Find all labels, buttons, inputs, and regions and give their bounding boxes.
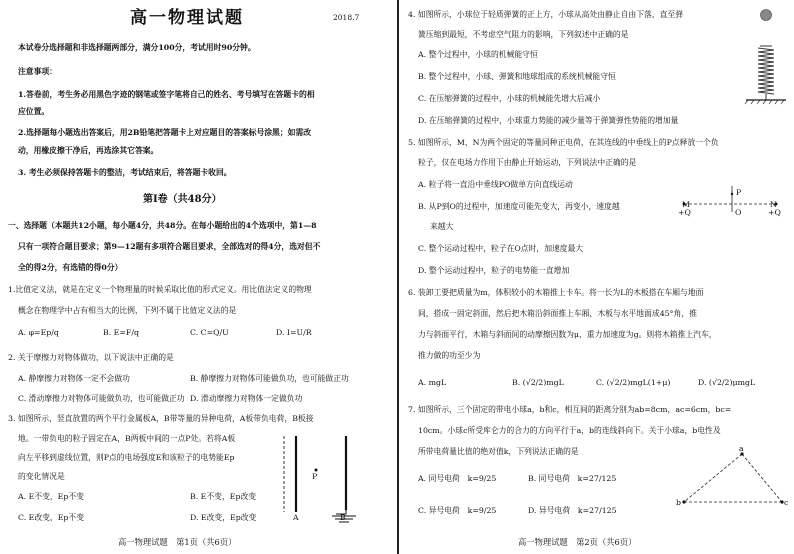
question-1-option-c: C. C=Q/U (190, 328, 229, 337)
exam-date: 2018.7 (333, 13, 360, 22)
figure-5-label-m: M (682, 200, 690, 209)
figure-3-label-b: B (340, 513, 346, 522)
question-7-line-3: 所带电荷量比值的绝对值k，下列说法正确的是 (418, 447, 579, 456)
question-3-line-4: 的变化情况是 (18, 472, 65, 481)
question-7-line-2: 10cm。小球c所受库仑力的合力的方向平行于a，b的连线斜向下。关于小球a，b电性及 (418, 426, 721, 435)
figure-5-label-q-left: +Q (678, 208, 691, 217)
notes-title: 注意事项： (18, 67, 57, 76)
note-2-line-1: 2.选择题每小题选出答案后，用2B铅笔把答题卡上对应题目的答案标号涂黑；如需改 (18, 128, 312, 137)
question-2-option-c: C. 滑动摩擦力对物体可能做负功，也可能做正功 (18, 394, 185, 403)
ball-spring-diagram (740, 8, 792, 108)
question-5-option-d: D. 整个运动过程中，粒子的电势能一直增加 (418, 266, 570, 275)
question-4-option-a: A. 整个过程中，小球的机械能守恒 (418, 50, 538, 59)
question-3-option-d: D. E改变，Ep改变 (190, 513, 257, 522)
figure-7-label-b: b (676, 498, 681, 507)
question-5-option-a: A. 粒子将一直沿中垂线PO做单方向直线运动 (418, 180, 573, 189)
triangle-charges-diagram (678, 448, 788, 508)
page-divider (397, 0, 399, 554)
page-2-footer: 高一物理试题 第2页（共6页） (518, 537, 637, 547)
question-2-option-a: A. 静摩擦力对物体一定不会做功 (18, 374, 130, 383)
question-5-option-b-line-1: B. 从P到O的过程中，加速度可能先变大，再变小，速度越 (418, 202, 620, 211)
question-5-line-1: 5. 如图所示，M、N为两个固定的等量同种正电荷，在其连线的中垂线上的P点释放一个负 (408, 138, 719, 147)
question-1-option-d: D. I=U/R (276, 328, 312, 337)
figure-5-label-n: N (770, 200, 777, 209)
question-6-line-1: 6. 装卸工要把质量为m，体积较小的木箱推上卡车。将一长为L的木板搭在车厢与地面 (408, 288, 704, 297)
question-3-line-2: 地。一带负电的粒子固定在A，B两板中间的一点P处。若将A板 (18, 434, 236, 443)
question-4-option-b: B. 整个过程中，小球、弹簧和地球组成的系统机械能守恒 (418, 72, 616, 81)
two-charges-diagram (680, 182, 780, 222)
note-1-line-1: 1.答卷前，考生务必用黑色字迹的钢笔或签字笔将自己的姓名、考号填写在答题卡的相 (18, 90, 315, 99)
question-3-line-1: 3. 如图所示，竖直放置的两个平行金属板A，B带等量的异种电荷，A板带负电荷，B板接 (8, 414, 314, 423)
figure-7-label-c: c (784, 498, 789, 507)
question-6-option-d: D. (√2/2)μmgL (698, 378, 756, 387)
question-5-option-b-line-2: 来越大 (430, 222, 454, 231)
question-1-line-1: 1.比值定义法，就是在定义一个物理量的时候采取比值的形式定义。用比值法定义的物理 (8, 285, 312, 294)
figure-3-label-a: A (293, 513, 299, 522)
question-5-option-c: C. 整个运动过程中，粒子在O点时，加速度最大 (418, 244, 584, 253)
figure-5-label-q-right: +Q (768, 208, 781, 217)
part1-instructions-line-3: 全的得2分，有选错的得0分） (18, 263, 123, 272)
question-3-option-a: A. E不变，Ep不变 (18, 492, 84, 501)
question-4-line-2: 簧压缩到最短，不考虑空气阻力的影响，下列叙述中正确的是 (418, 30, 629, 39)
figure-3-label-p: P (312, 472, 318, 481)
figure-7-label-a: a (739, 444, 744, 453)
question-6-line-4: 推力做的功至少为 (418, 351, 481, 360)
question-1-line-2: 概念在物理学中占有相当大的比例，下列不属于比值定义法的是 (18, 306, 237, 315)
capacitor-diagram (280, 432, 360, 524)
question-2-option-b: B. 静摩擦力对物体可能做负功，也可能做正功 (190, 374, 349, 383)
section-title: 第Ⅰ卷（共48分） (143, 194, 222, 205)
note-2-line-2: 动，用橡皮擦干净后，再选涂其它答案。 (18, 146, 159, 155)
question-3-option-c: C. E改变，Ep不变 (18, 513, 85, 522)
question-4-option-c: C. 在压缩弹簧的过程中，小球的机械能先增大后减小 (418, 94, 601, 103)
figure-5-label-p: P (736, 188, 742, 197)
question-6-option-a: A. mgL (418, 378, 447, 387)
question-6-option-c: C. (√2/2)mgL(1+μ) (596, 378, 671, 387)
question-1-option-a: A. φ=Ep/q (18, 328, 59, 337)
question-2: 2. 关于摩擦力对物体做功，以下说法中正确的是 (8, 353, 174, 362)
part1-instructions-line-2: 只有一项符合题目要求；第9—12题有多项符合题目要求，全部选对的得4分，选对但不 (18, 242, 321, 251)
part1-instructions-line-1: 一、选择题（本题共12小题，每小题4分，共48分。在每小题给出的4个选项中，第1—8 (8, 221, 317, 230)
question-1-option-b: B. E=F/q (103, 328, 139, 337)
figure-5-label-o: O (735, 208, 742, 217)
question-7-option-a: A. 同号电荷 k=9/25 (418, 474, 497, 483)
question-7-line-1: 7. 如图所示，三个固定的带电小球a，b和c，相互间的距离分别为ab=8cm，ac=6cm，bc= (408, 405, 732, 414)
question-3-option-b: B. E不变，Ep改变 (190, 492, 257, 501)
exam-title: 高一物理试题 (130, 8, 244, 28)
question-6-line-2: 间，搭成一固定斜面，然后把木箱沿斜面推上车厢，木板与水平地面成45°角，推 (418, 309, 697, 318)
exam-intro: 本试卷分选择题和非选择题两部分，满分100分，考试用时90分钟。 (18, 43, 256, 52)
question-2-option-d: D. 滑动摩擦力对物体一定做负功 (190, 394, 303, 403)
question-6-option-b: B. (√2/2)mgL (512, 378, 564, 387)
question-7-option-b: B. 同号电荷 k=27/125 (528, 474, 617, 483)
page-1-footer: 高一物理试题 第1页（共6页） (118, 537, 237, 547)
question-5-line-2: 粒子，仅在电场力作用下由静止开始运动，下列说法中正确的是 (418, 158, 637, 167)
question-7-option-c: C. 异号电荷 k=9/25 (418, 506, 497, 515)
question-6-line-3: 力与斜面平行，木箱与斜面间的动摩擦因数为μ，重力加速度为g。则将木箱推上汽车， (418, 330, 717, 339)
page-2 (400, 0, 794, 554)
question-3-line-3: 向左平移到虚线位置，则P点的电场强度E和该粒子的电势能Ep (18, 453, 235, 462)
question-4-option-d: D. 在压缩弹簧的过程中，小球重力势能的减少量等于弹簧弹性势能的增加量 (418, 116, 679, 125)
question-7-option-d: D. 异号电荷 k=27/125 (528, 506, 617, 515)
note-3: 3. 考生必须保持答题卡的整洁，考试结束后，将答题卡收回。 (18, 168, 232, 177)
note-1-line-2: 应位置。 (18, 107, 50, 116)
question-4-line-1: 4. 如图所示，小球位于轻质弹簧的正上方，小球从高处由静止自由下落，直至弹 (408, 10, 684, 19)
